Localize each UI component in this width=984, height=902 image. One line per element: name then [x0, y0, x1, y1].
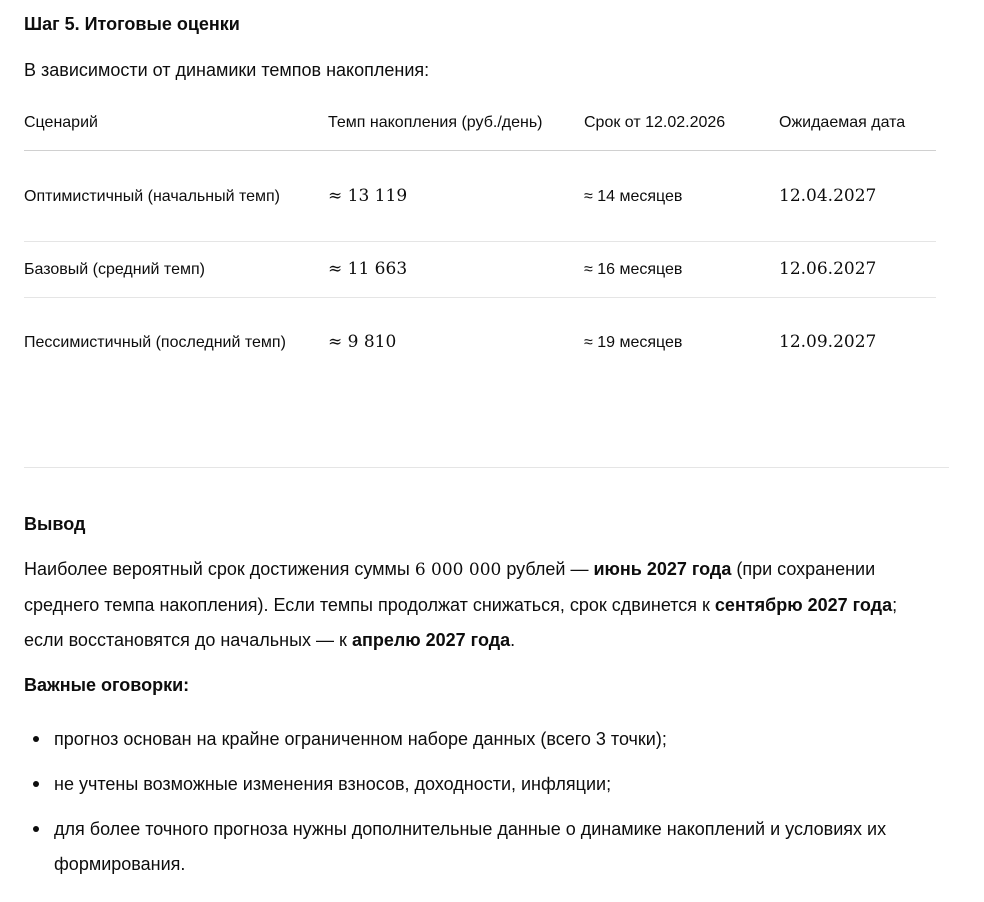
header-scenario: Сценарий [24, 114, 98, 131]
section-divider [24, 467, 949, 468]
list-item [24, 722, 924, 757]
cell-scenario: Пессимистичный (последний темп) [24, 334, 286, 352]
conclusion-heading: Вывод [24, 514, 86, 534]
cell-scenario: Базовый (средний темп) [24, 261, 205, 278]
table-row [24, 242, 936, 298]
cell-rate: ≈ 9 810 [328, 332, 397, 353]
list-item [24, 767, 924, 802]
header-date: Ожидаемая дата [779, 114, 906, 131]
header-rate: Темп накопления (руб./день) [328, 114, 543, 131]
warnings-list [24, 722, 924, 892]
conclusion-text: . [510, 630, 516, 650]
expected-date-pessimistic: сентябрю 2027 года [714, 595, 893, 615]
cell-term: ≈ 16 месяцев [584, 261, 683, 278]
cell-date: 12.04.2027 [779, 185, 877, 206]
conclusion-text: рублей — [501, 559, 594, 579]
cell-date: 12.09.2027 [779, 332, 877, 353]
expected-date-base: июнь 2027 года [593, 559, 732, 579]
list-item-text: прогноз основан на крайне ограниченном наборе данных (всего 3 точки); [54, 729, 667, 749]
cell-term: ≈ 14 месяцев [584, 187, 683, 205]
list-item-text: не учтены возможные изменения взносов, доходности, инфляции; [54, 774, 612, 794]
table-row [24, 151, 936, 242]
conclusion-text: ; если восстановятся до начальных — к [24, 595, 898, 650]
conclusion-text: (при сохранении среднего темпа накопления). Если темпы продолжат снижаться, срок сдвинется к [24, 559, 876, 615]
warnings-heading: Важные оговорки: [24, 675, 190, 695]
cell-scenario: Оптимистичный (начальный темп) [24, 187, 281, 205]
list-item [24, 812, 924, 882]
table-row [24, 298, 936, 388]
expected-date-optimistic: апрелю 2027 года [351, 630, 511, 650]
cell-date: 12.06.2027 [779, 259, 877, 279]
cell-rate: ≈ 11 663 [328, 259, 408, 279]
conclusion-text: Наиболее вероятный срок достижения суммы [24, 559, 415, 579]
conclusion-paragraph [24, 552, 924, 658]
bullet-icon [33, 826, 39, 832]
table-header-row [24, 105, 936, 151]
header-term: Срок от 12.02.2026 [584, 114, 726, 131]
cell-rate: ≈ 13 119 [328, 185, 408, 206]
bullet-icon [33, 736, 39, 742]
bullet-icon [33, 781, 39, 787]
target-amount: 6 000 000 [414, 560, 502, 580]
estimates-table [24, 105, 936, 388]
cell-term: ≈ 19 месяцев [584, 334, 683, 352]
step-heading: Шаг 5. Итоговые оценки [24, 14, 240, 34]
list-item-text: для более точного прогноза нужны дополнительные данные о динамике накоплений и условиях их формирования. [54, 819, 887, 874]
intro-text: В зависимости от динамики темпов накопления: [24, 60, 430, 80]
